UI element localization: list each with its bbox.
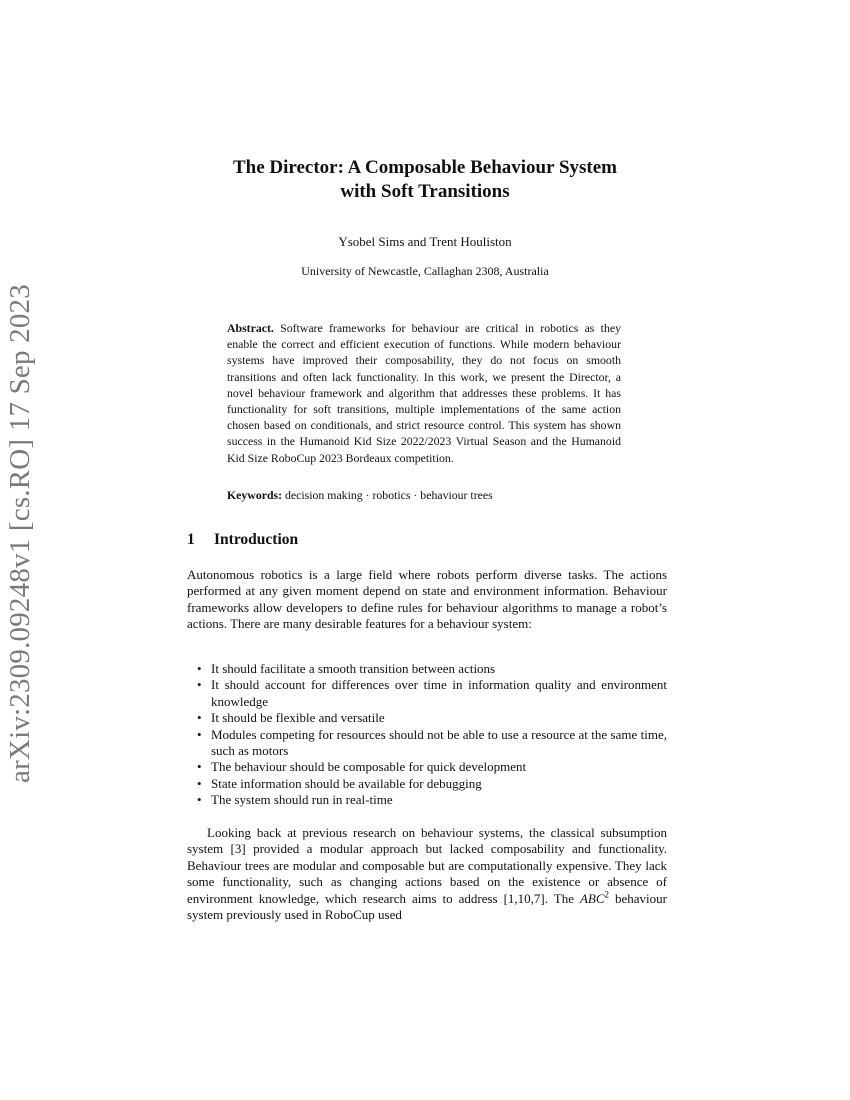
author-affiliation: University of Newcastle, Callaghan 2308, Australia xyxy=(301,264,549,278)
list-item-text: The system should run in real-time xyxy=(211,792,393,808)
list-item-text: State information should be available for debugging xyxy=(211,775,482,791)
bullet-icon: • xyxy=(197,792,202,808)
list-item xyxy=(195,661,667,677)
list-item xyxy=(195,677,667,710)
section-number: 1 xyxy=(187,531,195,548)
section-title: Introduction xyxy=(214,531,299,548)
abstract-block xyxy=(227,320,621,466)
abstract-label: Abstract. xyxy=(227,321,274,335)
abc-math-symbol: ABC xyxy=(579,890,605,906)
paper-title-line-1: The Director: A Composable Behaviour System xyxy=(232,157,618,178)
abc-superscript: 2 xyxy=(604,889,610,900)
section-heading-introduction xyxy=(187,531,298,549)
arxiv-identifier-stamp: arXiv:2309.09248v1 [cs.RO] 17 Sep 2023 xyxy=(4,284,36,783)
paper-title-line-2: with Soft Transitions xyxy=(340,181,510,202)
list-item-text: It should account for differences over time in information quality and environment knowledge xyxy=(211,677,667,709)
list-item-text: It should be flexible and versatile xyxy=(211,710,385,726)
abstract-text: Software frameworks for behaviour are critical in robotics as they enable the correct and efficient execution of functions. While modern behaviour systems have improved their composability, they do not focus on smooth transitions and often lack functionality. In this work, we present the Director, a novel behaviour framework and algorithm that addresses these problems. It has functionality for soft transitions, multiple implementations of the same action chosen based on conditionals, and strict resource control. This system has shown success in the Humanoid Kid Size 2022/2023 Virtual Season and the Humanoid Kid Size RoboCup 2023 Bordeaux competition. xyxy=(227,321,621,465)
list-item-text: Modules competing for resources should not be able to use a resource at the same time, such as motors xyxy=(211,726,667,759)
bullet-icon: • xyxy=(197,726,202,742)
bullet-icon: • xyxy=(197,677,202,693)
bullet-icon: • xyxy=(197,759,202,775)
paper-title xyxy=(150,156,700,204)
keywords-text: decision making · robotics · behaviour trees xyxy=(285,488,493,502)
background-text: Looking back at previous research on behaviour systems, the classical subsumption system [3] provided a modular approach but lacked composability and functionality. Behaviour trees are modular and composable but are computationally expensive. They lack some functionality, such as changing actions based on the existence or absence of environment knowledge, which research aims to address [1,10,7]. The xyxy=(187,825,667,906)
list-item xyxy=(195,759,667,775)
author-list: Ysobel Sims and Trent Houliston xyxy=(338,234,512,249)
bullet-icon: • xyxy=(197,661,202,676)
list-item xyxy=(195,792,667,808)
bullet-icon: • xyxy=(197,710,202,726)
list-item xyxy=(195,776,667,792)
list-item xyxy=(195,727,667,760)
background-text-continued: behaviour system previously used in RoboCup used xyxy=(187,890,667,923)
background-paragraph xyxy=(187,825,667,923)
list-item-text: It should facilitate a smooth transition between actions xyxy=(211,661,496,676)
keywords-label: Keywords: xyxy=(227,488,283,502)
intro-paragraph: Autonomous robotics is a large field where robots perform diverse tasks. The actions performed at any given moment depend on state and environment information. Behaviour frameworks allow developers to define rules for behaviour algorithms to manage a robot’s actions. There are many desirable features for a behaviour system: xyxy=(187,567,667,632)
list-item-text: The behaviour should be composable for quick development xyxy=(211,759,527,775)
list-item xyxy=(195,710,667,726)
feature-bullet-list xyxy=(195,661,667,809)
bullet-icon: • xyxy=(197,775,202,791)
keywords-block xyxy=(227,487,621,503)
